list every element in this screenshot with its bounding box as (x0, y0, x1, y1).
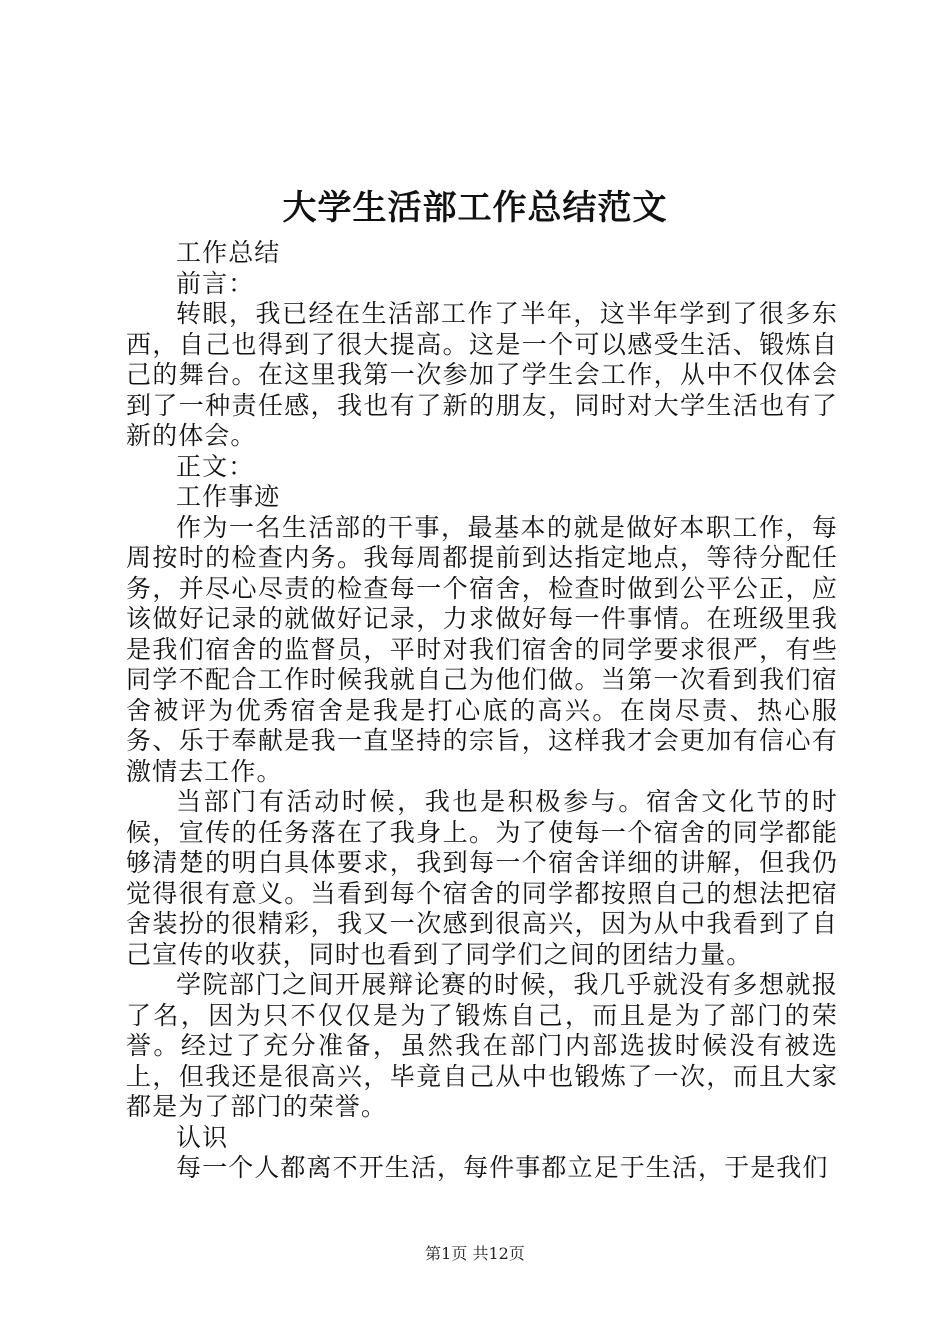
document-title: 大学生活部工作总结范文 (282, 188, 668, 228)
paragraph-heading-main: 正文： (176, 451, 255, 481)
paragraph-heading-summary: 工作总结 (176, 238, 281, 267)
paragraph-heading-deeds: 工作事迹 (176, 482, 281, 511)
paragraph-deeds-activities: 当部门有活动时候，我也是积极参与。宿舍文化节的时候，宣传的任务落在了我身上。为了使每一个宿舍的同学都能够清楚的明白具体要求，我到每一个宿舍详细的讲解，但我仍觉得很有意义。当看到每个宿舍的同学都按照自己的想法把宿舍装扮的很精彩，我又一次感到很高兴，因为从中我看到了自己宣传的收获，同时也看到了同学们之间的团结力量。 (126, 787, 838, 969)
paragraph-preface-text: 转眼，我已经在生活部工作了半年，这半年学到了很多东西，自己也得到了很大提高。这是一个可以感受生活、锻炼自己的舞台。在这里我第一次参加了学生会工作，从中不仅体会到了一种责任感，我也有了新的朋友，同时对大学生活也有了新的体会。 (126, 299, 838, 450)
paragraph-heading-understanding: 认识 (176, 1122, 229, 1152)
paragraph-deeds-duty: 作为一名生活部的干事，最基本的就是做好本职工作，每周按时的检查内务。我每周都提前到达指定地点，等待分配任务，并尽心尽责的检查每一个宿舍，检查时做到公平公正，应该做好记录的就做好记录，力求做好每一件事情。在班级里我是我们宿舍的监督员，平时对我们宿舍的同学要求很严，有些同学不配合工作时候我就自己为他们做。当第一次看到我们宿舍被评为优秀宿舍是我是打心底的高兴。在岗尽责、热心服务、乐于奉献是我一直坚持的宗旨，这样我才会更加有信心有激情去工作。 (126, 512, 838, 786)
paragraph-deeds-debate: 学院部门之间开展辩论赛的时候，我几乎就没有多想就报了名，因为只不仅仅是为了锻炼自己，而且是为了部门的荣誉。经过了充分准备，虽然我在部门内部选拔时候没有被选上，但我还是很高兴，毕竟自己从中也锻炼了一次，而且大家都是为了部门的荣誉。 (126, 970, 838, 1121)
page-number-footer: 第1页 共12页 (425, 1244, 525, 1263)
paragraph-heading-preface: 前言： (176, 268, 255, 298)
paragraph-understanding-text: 每一个人都离不开生活，每件事都立足于生活，于是我们 (176, 1153, 829, 1182)
document-body (126, 238, 838, 1184)
